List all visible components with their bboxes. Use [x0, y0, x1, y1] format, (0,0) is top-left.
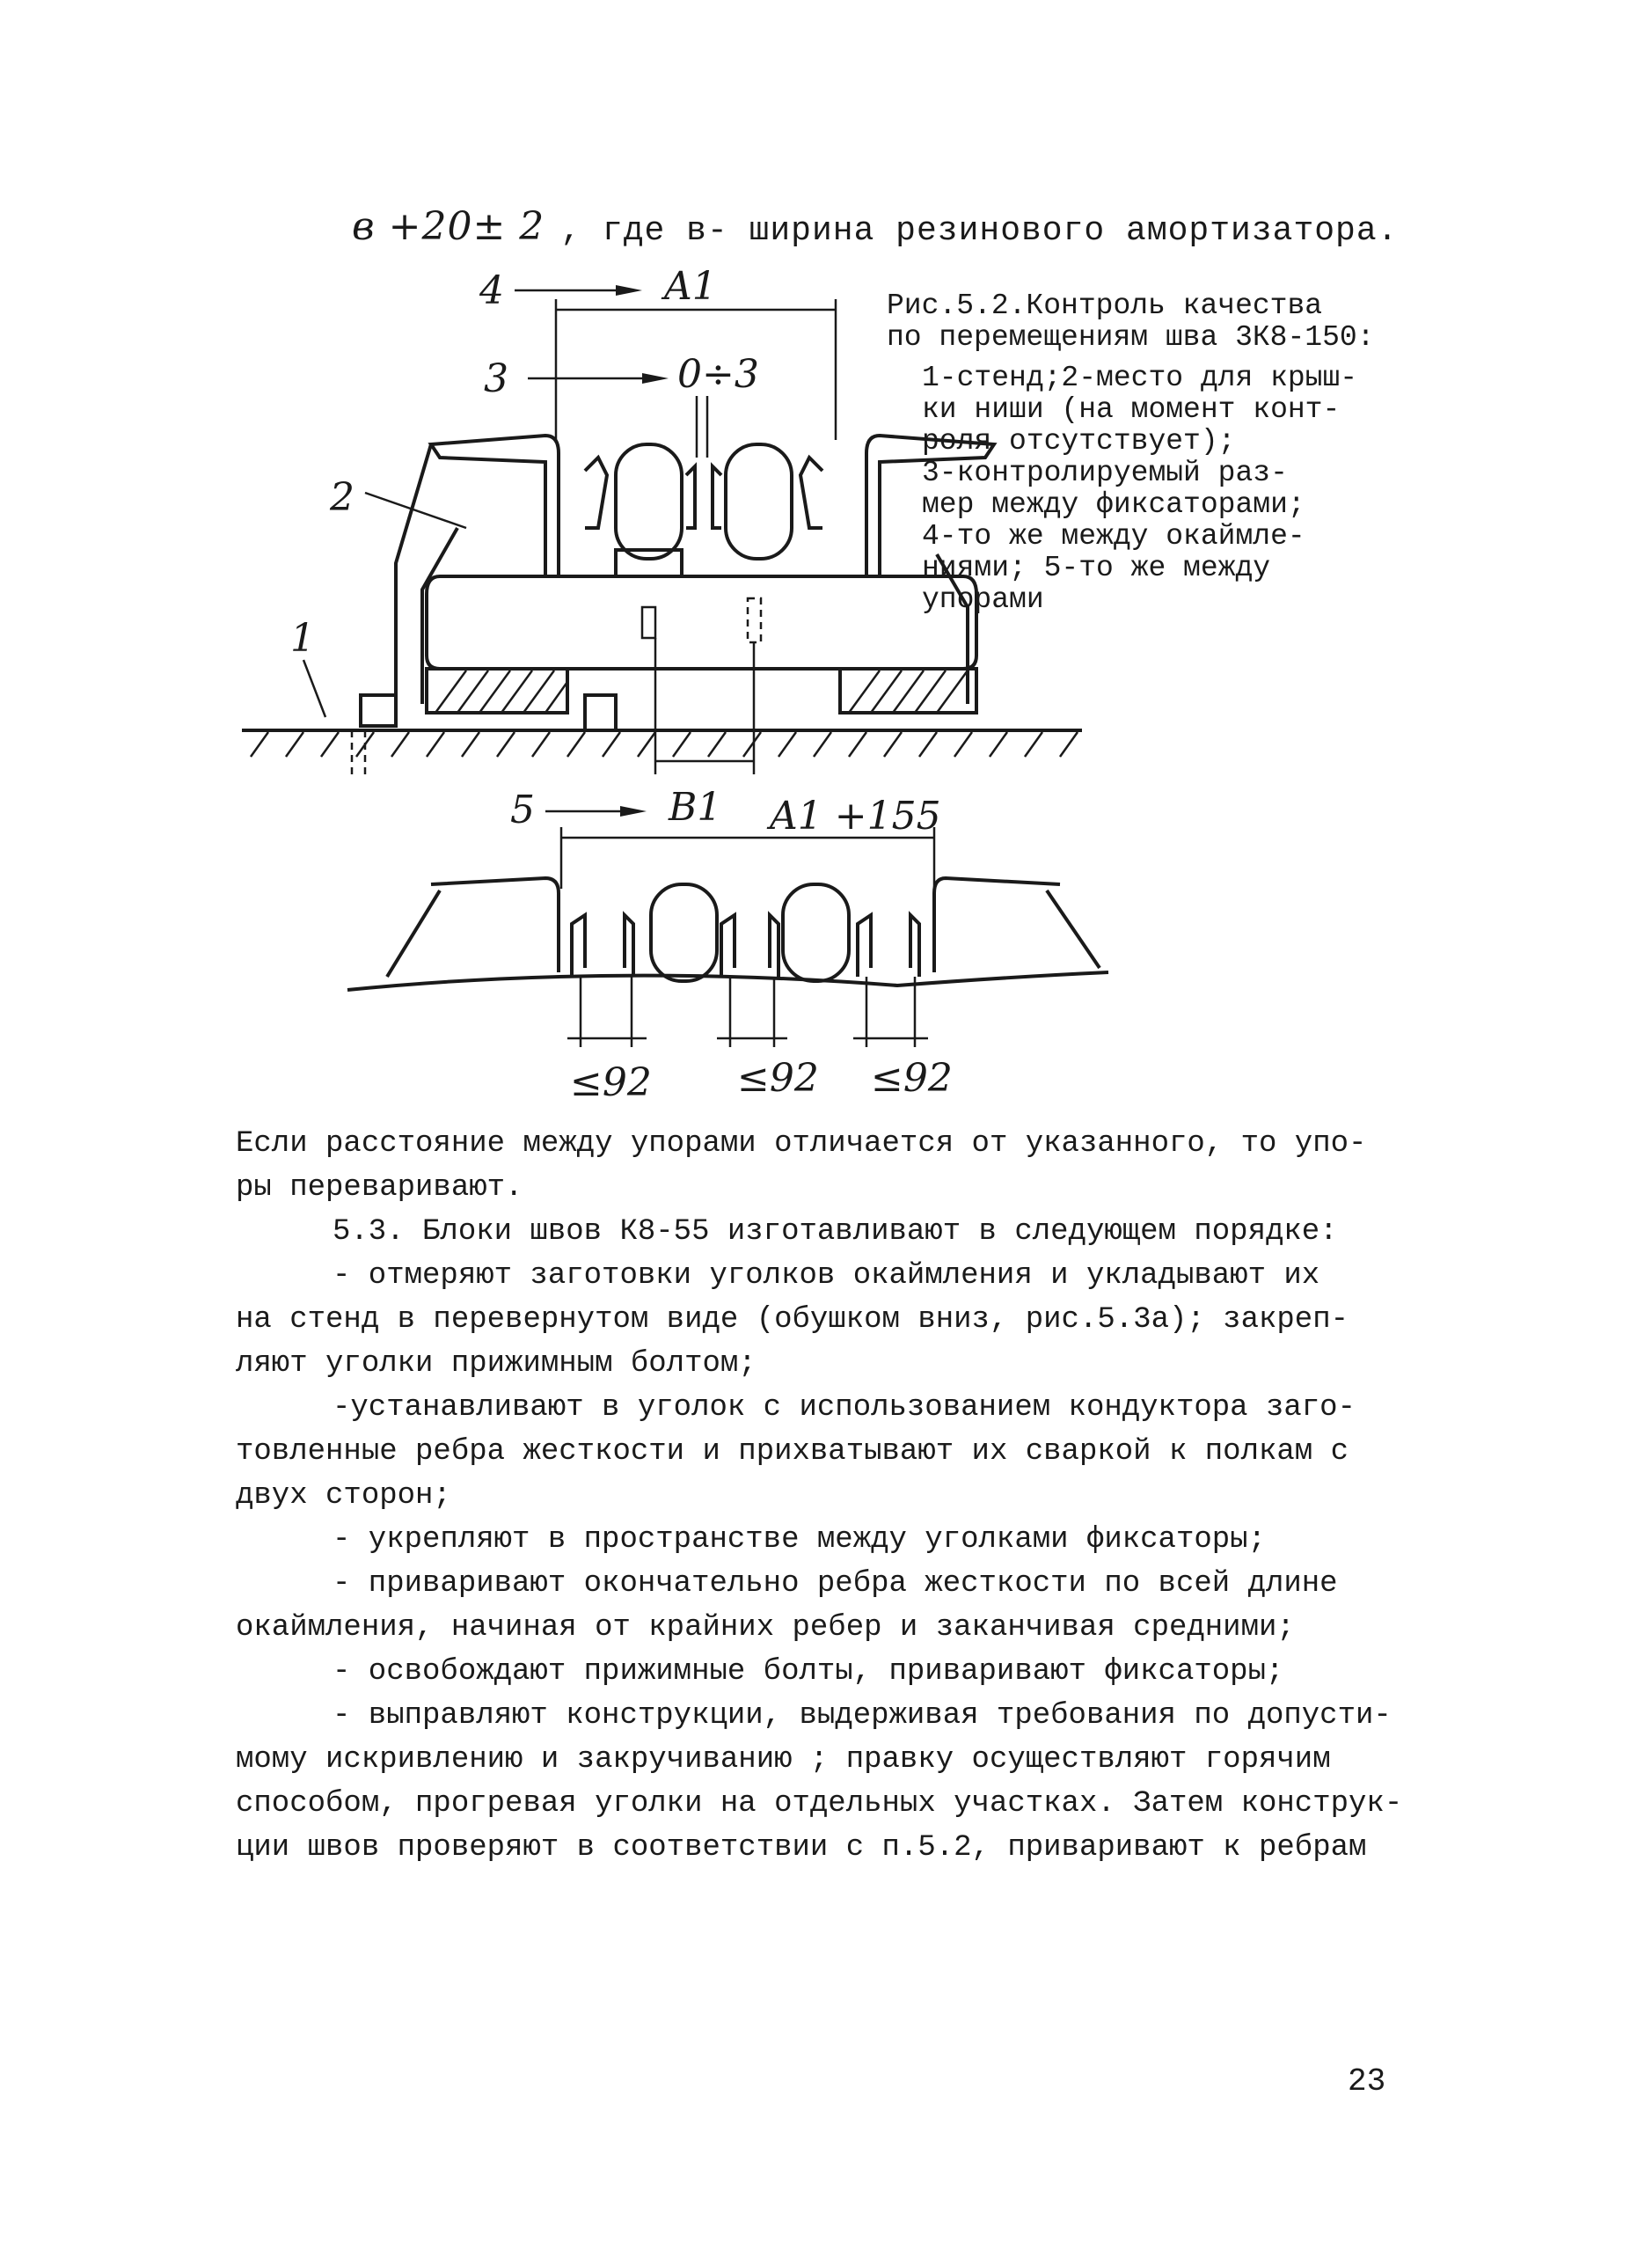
- dim-label-right: ≤92: [871, 1056, 953, 1101]
- figure-label-4: 4: [479, 268, 504, 313]
- body-line: 5.3. Блоки швов К8-55 изготавливают в следующем порядке:: [333, 1215, 1338, 1249]
- body-line: ры переваривают.: [236, 1171, 523, 1205]
- dim-label-mid: ≤92: [737, 1056, 819, 1101]
- body-line: способом, прогревая уголки на отдельных участках. Затем конструк-: [236, 1787, 1403, 1821]
- lower-left-slope: [387, 890, 440, 977]
- block-small: [585, 695, 616, 730]
- body-line: двух сторон;: [236, 1479, 451, 1513]
- body-line: окаймления, начиная от крайних ребер и заканчивая средними;: [236, 1611, 1295, 1645]
- fixator-left-1: [585, 458, 607, 528]
- lower-fix-5: [858, 915, 871, 977]
- slot-right: [748, 598, 761, 642]
- body-line: Если расстояние между упорами отличается от указанного, то упо-: [236, 1127, 1367, 1161]
- figure-label-2: 2: [330, 475, 355, 520]
- lower-left-angle: [431, 878, 559, 972]
- arrow-head-3: [642, 373, 669, 384]
- formula-expression: в +20± 2: [352, 204, 545, 249]
- body-line: на стенд в перевернутом виде (обушком вниз, рис.5.3а); закреп-: [236, 1303, 1349, 1337]
- lower-right-slope: [1047, 890, 1100, 968]
- body-line: мому искривлению и закручиванию ; правку осуществляют горячим: [236, 1743, 1331, 1777]
- anchor-left: [361, 695, 396, 726]
- body-line: товленные ребра жесткости и прихватывают их сваркой к полкам с: [236, 1435, 1349, 1469]
- lower-fix-4: [770, 915, 778, 977]
- left-edge-angle: [431, 436, 559, 576]
- body-line: ляют уголки прижимным болтом;: [236, 1347, 757, 1381]
- body-line: ции швов проверяют в соответствии с п.5.2, приваривают к ребрам: [236, 1831, 1367, 1865]
- figure-label-5: 5: [510, 788, 535, 832]
- post-left: [396, 444, 431, 704]
- body-line: - выправляют конструкции, выдерживая требования по допусти-: [333, 1699, 1392, 1733]
- body-line: -устанавливают в уголок с использованием кондуктора заго-: [333, 1391, 1356, 1425]
- lower-fix-3: [721, 915, 735, 977]
- stand-body: [427, 576, 976, 669]
- figure-caption-items: 1-стенд;2-место для крыш- ки ниши (на момент конт- роля отсутствует); 3-контролируемый раз- мер между фиксаторами; 4-то же между окаймле- ниями; 5-то же между упорами: [922, 362, 1358, 616]
- rubber-left: [616, 444, 682, 559]
- body-line: - приваривают окончательно ребра жесткости по всей длине: [333, 1567, 1338, 1601]
- figure-label-3: 3: [484, 356, 508, 401]
- lower-fix-1: [572, 915, 585, 977]
- page-number: 23: [1348, 2063, 1386, 2099]
- formula-text: , где в- ширина резинового амортизатора.: [560, 212, 1399, 250]
- lower-fix-2: [625, 915, 633, 977]
- figure-label-A1-155: A1 +155: [770, 794, 941, 839]
- figure-label-B1: B1: [669, 785, 722, 830]
- fixator-mid-2: [713, 466, 721, 528]
- body-line: - укрепляют в пространстве между уголками фиксаторы;: [333, 1523, 1266, 1557]
- figure-caption-title: Рис.5.2.Контроль качества по перемещениям шва 3К8-150:: [887, 289, 1375, 354]
- lower-right-angle: [934, 878, 1060, 972]
- pad-left: [427, 669, 567, 713]
- arrow-head-5: [620, 806, 647, 817]
- lower-rubber-left: [651, 884, 717, 981]
- lower-rubber-right: [783, 884, 849, 981]
- arrow-head-4: [616, 285, 642, 296]
- fixator-mid-1: [686, 466, 695, 528]
- rubber-right: [726, 444, 792, 559]
- fixator-right-1: [800, 458, 822, 528]
- figure-label-0-3: 0÷3: [677, 352, 759, 397]
- rubber-base: [616, 550, 682, 576]
- leader-1: [303, 660, 325, 717]
- figure-drawing: [0, 264, 1144, 1109]
- body-line: - отмеряют заготовки уголков окаймления и укладывают их: [333, 1259, 1320, 1293]
- slot-left: [642, 607, 655, 638]
- pad-hatching: [435, 671, 968, 713]
- dim-label-left: ≤92: [570, 1060, 652, 1105]
- lower-ground: [347, 972, 1108, 990]
- lower-fix-6: [910, 915, 919, 977]
- right-edge-angle: [866, 436, 994, 576]
- figure-label-1: 1: [290, 616, 315, 661]
- body-text: [236, 1122, 1414, 1870]
- body-line: - освобождают прижимные болты, приваривают фиксаторы;: [333, 1655, 1284, 1689]
- formula-line: [352, 204, 1398, 250]
- figure-label-A1: A1: [664, 264, 717, 309]
- ground-hatching: [251, 732, 1078, 757]
